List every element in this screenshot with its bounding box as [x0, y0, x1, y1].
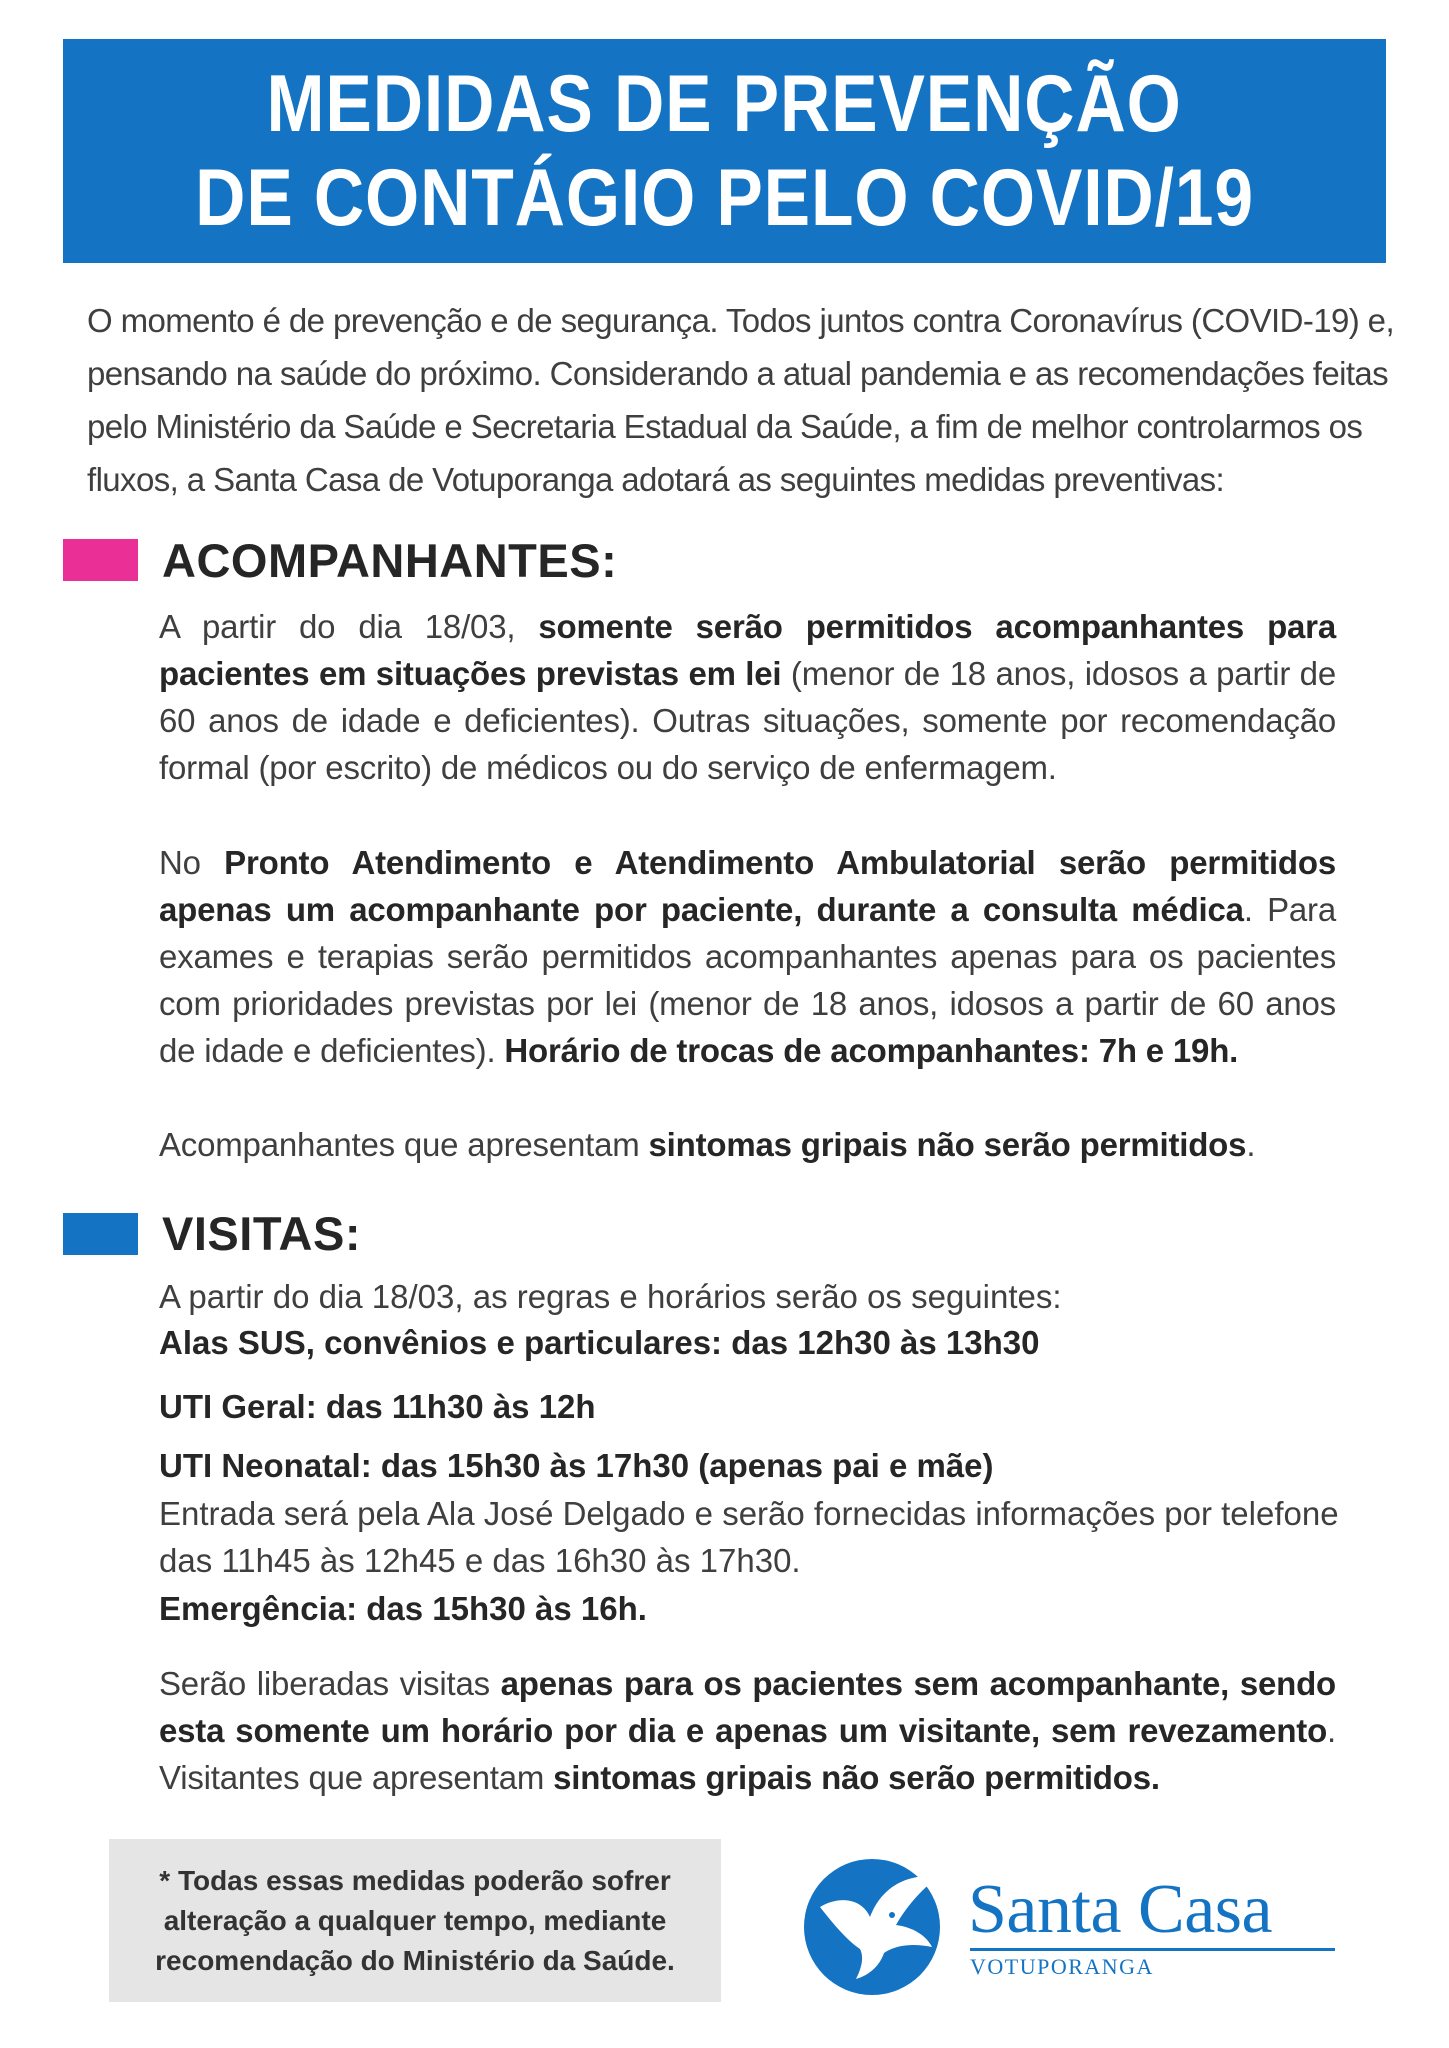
text-run: Acompanhantes que apresentam — [159, 1126, 649, 1163]
visitas-uti-neonatal-schedule: UTI Neonatal: das 15h30 às 17h30 (apenas pai e mãe) — [159, 1447, 994, 1484]
bold-text: Horário de trocas de acompanhantes: 7h e 19h. — [504, 1032, 1239, 1069]
visitas-uti-geral-schedule: UTI Geral: das 11h30 às 12h — [159, 1388, 596, 1425]
logo-city: VOTUPORANGA — [970, 1954, 1154, 1979]
neonatal-info-line: Entrada será pela Ala José Delgado e serão fornecidas informações por telefone — [159, 1495, 1339, 1532]
bold-text: apenas para os pacientes sem acompanhante, sendo esta somente um horário por dia e apenas um visitante, sem revezamento — [159, 1665, 1336, 1749]
visitas-intro: A partir do dia 18/03, as regras e horários serão os seguintes: — [159, 1278, 1062, 1315]
text-run: A partir do dia 18/03, — [159, 608, 539, 645]
visitas-alas-schedule: Alas SUS, convênios e particulares: das 12h30 às 13h30 — [159, 1324, 1040, 1361]
text-run: (menor de 18 anos, idosos a partir de 60 anos de idade e deficientes). Outras situações, somente por recomendação formal (por escrito) de médicos ou do serviço de enfermagem. — [159, 655, 1336, 786]
visitas-marker — [63, 1213, 138, 1255]
disclaimer-box — [109, 1839, 721, 2002]
neonatal-info-line: das 11h45 às 12h45 e das 16h30 às 17h30. — [159, 1542, 801, 1579]
bold-text: sintomas gripais não serão permitidos. — [553, 1759, 1160, 1796]
intro-paragraph — [87, 294, 1395, 506]
visitas-neonatal-info — [159, 1490, 1339, 1584]
intro-line: pelo Ministério da Saúde e Secretaria Estadual da Saúde, a fim de melhor controlarmos os — [87, 408, 1363, 445]
text-run: . Visitantes que apresentam — [159, 1712, 1336, 1796]
acompanhantes-paragraph-1 — [159, 603, 1336, 791]
title-line-1: MEDIDAS DE PREVENÇÃO — [266, 59, 1183, 149]
visitas-emergencia-schedule: Emergência: das 15h30 às 16h. — [159, 1590, 647, 1627]
acompanhantes-paragraph-3 — [159, 1121, 1336, 1168]
text-run: . Para exames e terapias serão permitidos acompanhantes apenas para os pacientes com prioridades previstas por lei (menor de 18 anos, idosos a partir de 60 anos de idade e deficientes). — [159, 891, 1336, 1069]
visitas-rules-paragraph — [159, 1660, 1336, 1801]
santa-casa-logo — [800, 1855, 1340, 1995]
text-run: No — [159, 844, 225, 881]
text-run: Serão liberadas visitas — [159, 1665, 501, 1702]
disclaimer-line: alteração a qualquer tempo, mediante — [163, 1904, 667, 1936]
intro-line: O momento é de prevenção e de segurança. Todos juntos contra Coronavírus (COVID-19) e, — [87, 302, 1395, 339]
acompanhantes-paragraph-2 — [159, 839, 1336, 1074]
logo-name: Santa Casa — [968, 1871, 1273, 1948]
bold-text: somente serão permitidos acompanhantes para pacientes em situações previstas em lei — [159, 608, 1336, 692]
title-banner — [63, 39, 1386, 263]
intro-line: pensando na saúde do próximo. Considerando a atual pandemia e as recomendações feitas — [87, 355, 1389, 392]
title-line-2: DE CONTÁGIO PELO COVID/19 — [195, 153, 1254, 243]
dove-circle-icon — [800, 1855, 950, 2005]
disclaimer-line: recomendação do Ministério da Saúde. — [155, 1944, 675, 1976]
visitas-heading: VISITAS: — [162, 1207, 361, 1260]
acompanhantes-marker — [63, 539, 138, 581]
acompanhantes-heading: ACOMPANHANTES: — [162, 534, 618, 587]
disclaimer-line: * Todas essas medidas poderão sofrer — [159, 1864, 671, 1896]
intro-line: fluxos, a Santa Casa de Votuporanga adotará as seguintes medidas preventivas: — [87, 461, 1225, 498]
logo-divider — [970, 1948, 1335, 1951]
bold-text: sintomas gripais não serão permitidos — [648, 1126, 1247, 1163]
bold-text: Pronto Atendimento e Atendimento Ambulatorial serão permitidos apenas um acompanhante por paciente, durante a consulta médica — [159, 844, 1336, 928]
text-run: . — [1246, 1126, 1256, 1163]
